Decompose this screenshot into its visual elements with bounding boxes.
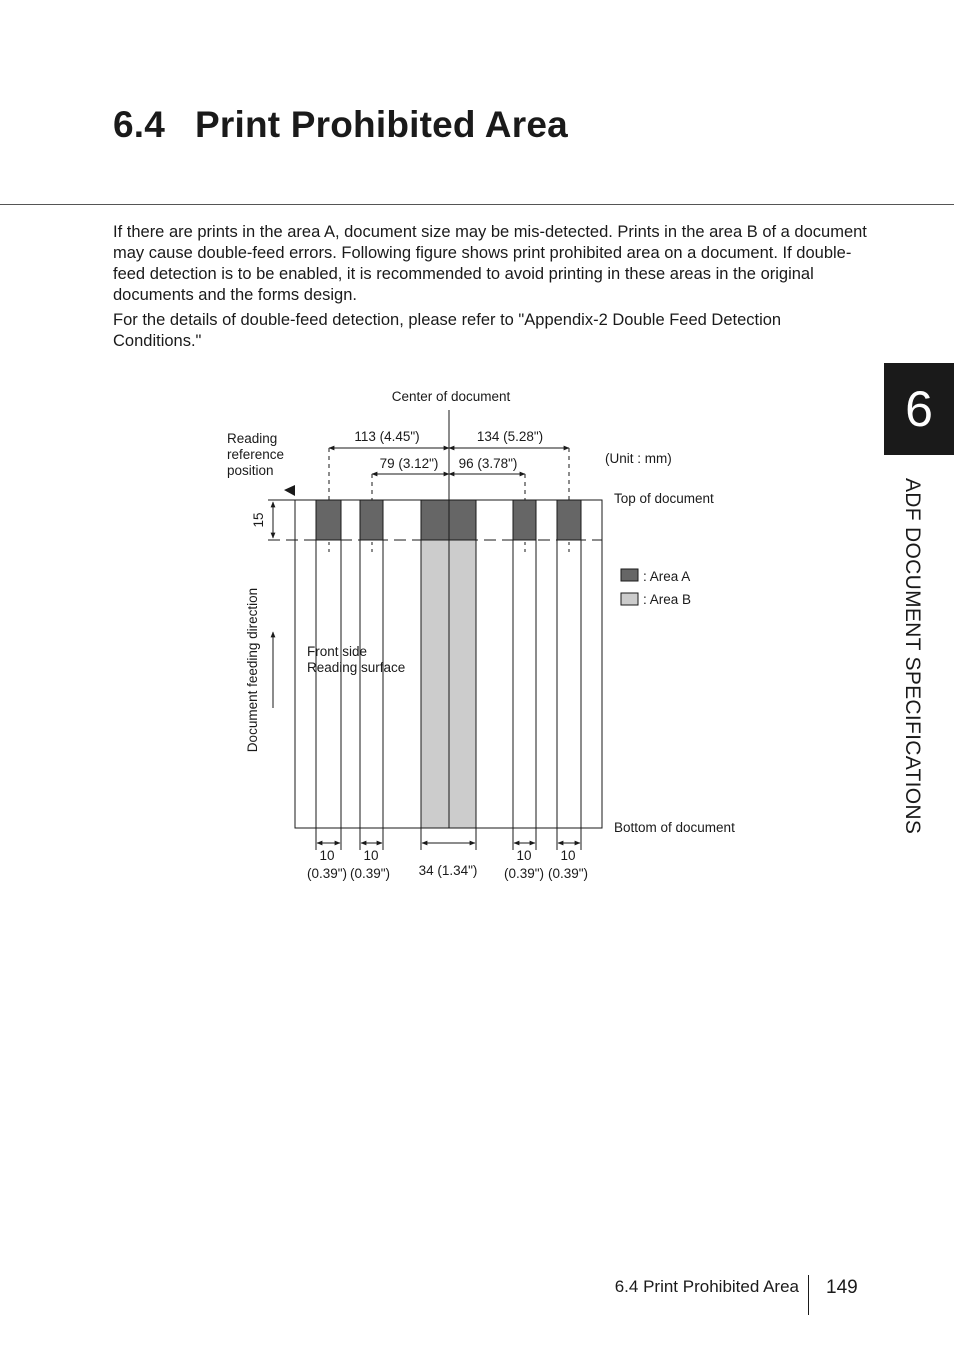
bottom-dim-center-label: 34 (1.34") [418, 863, 478, 878]
dim-79-label: 79 (3.12") [379, 456, 439, 471]
reading-surface-label: Reading surface [307, 660, 406, 675]
dim-15-label: 15 [251, 512, 266, 528]
legend-area-b-label: : Area B [643, 592, 692, 607]
area-a-block [513, 500, 536, 540]
legend-area-a-label: : Area A [643, 569, 691, 584]
dim-96-label: 96 (3.78") [458, 456, 518, 471]
reference-paragraph: For the details of double-feed detection, please refer to "Appendix-2 Double Feed Detection Conditions." [113, 311, 782, 350]
area-a-block [316, 500, 341, 540]
top-of-document-label: Top of document [614, 491, 714, 506]
chapter-side-label: ADF DOCUMENT SPECIFICATIONS [901, 478, 924, 835]
unit-label: (Unit : mm) [605, 451, 672, 466]
chapter-tab: 6 [884, 363, 954, 455]
legend-area-a-swatch [621, 569, 638, 581]
bottom-dim-10-label: 10 [363, 848, 379, 863]
center-of-document-label: Center of document [391, 389, 511, 404]
bottom-dim-10-label: 10 [560, 848, 576, 863]
footer-divider [808, 1275, 809, 1315]
bottom-dim-inch-label: (0.39") [306, 866, 348, 881]
bottom-dim-inch-label: (0.39") [503, 866, 545, 881]
reading-reference-label-1: Reading [227, 431, 278, 446]
reference-position-marker [284, 485, 295, 496]
reading-reference-label-3: position [227, 463, 274, 478]
page-number: 149 [826, 1277, 858, 1298]
bottom-dim-10-label: 10 [516, 848, 532, 863]
bottom-extension-lines [316, 828, 581, 850]
feeding-direction-label: Document feeding direction [245, 587, 260, 753]
area-a-block [360, 500, 383, 540]
dim-113-label: 113 (4.45") [354, 429, 420, 444]
bottom-dim-inch-label: (0.39") [547, 866, 589, 881]
front-side-label: Front side [307, 644, 368, 659]
intro-paragraph: If there are prints in the area A, document size may be mis-detected. Prints in the area B of a document may cause double-feed errors. Following figure shows print prohibited area on a document. If double-feed detection is to be enabled, it is recommended to avoid printing in these areas in the original documents and the forms design. [113, 223, 867, 304]
footer-section-title: 6.4 Print Prohibited Area [614, 1277, 799, 1296]
area-a-block [557, 500, 581, 540]
bottom-dim-inch-label: (0.39") [349, 866, 391, 881]
section-number: 6.4 [113, 104, 166, 145]
dim-134-label: 134 (5.28") [476, 429, 544, 444]
bottom-dim-10-label: 10 [319, 848, 335, 863]
section-title: Print Prohibited Area [195, 104, 568, 145]
legend-area-b-swatch [621, 593, 638, 605]
bottom-of-document-label: Bottom of document [614, 820, 735, 835]
reading-reference-label-2: reference [227, 447, 285, 462]
